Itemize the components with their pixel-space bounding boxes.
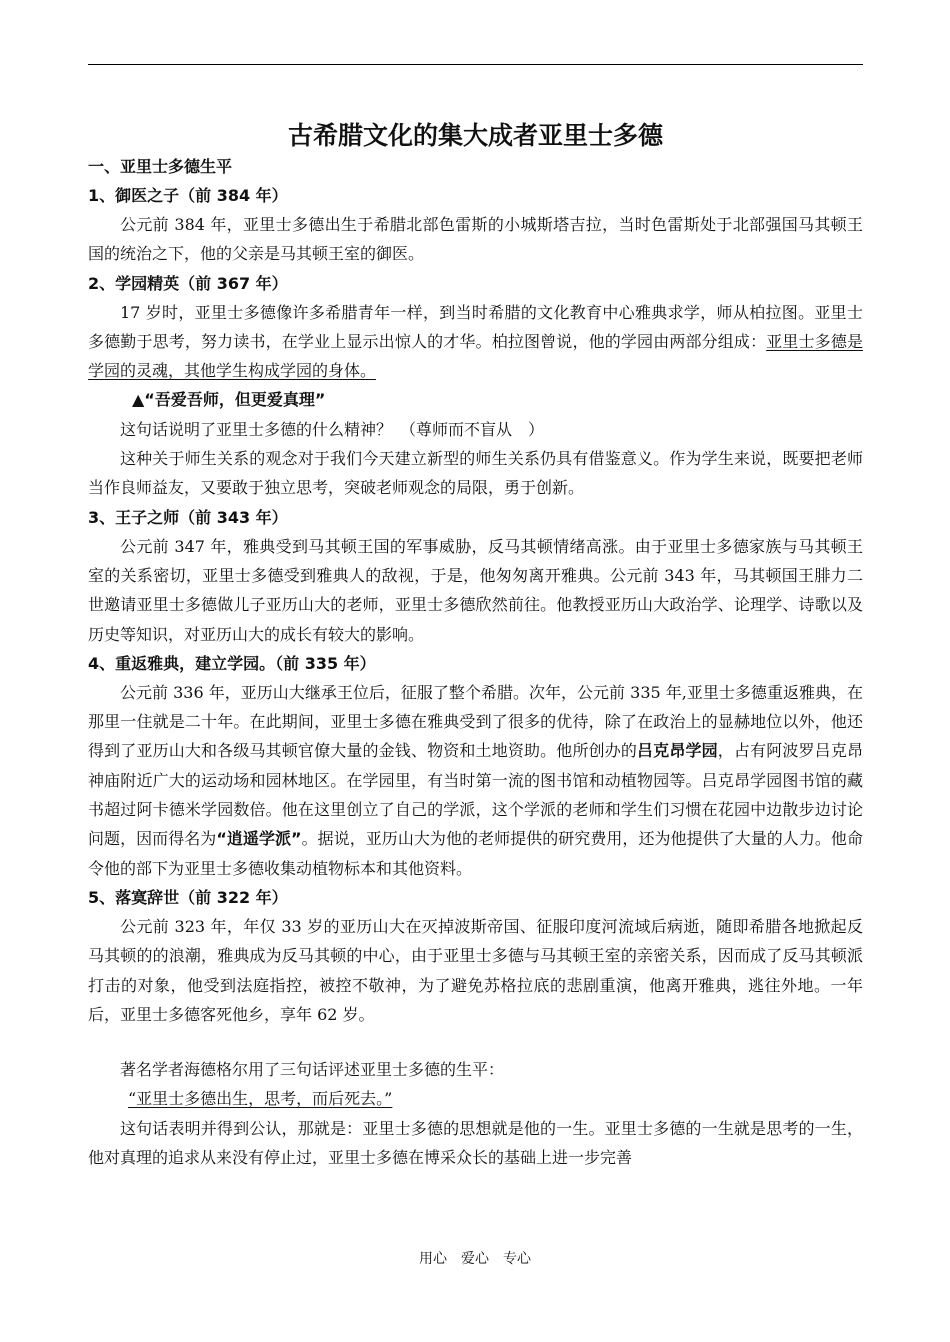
paragraph-2 (88, 298, 863, 386)
question-line: 这句话说明了亚里士多德的什么精神？ （尊师而不盲从 ） (120, 419, 545, 439)
paragraph-2-text: 17 岁时，亚里士多德像许多希腊青年一样，到当时希腊的文化教育中心雅典求学，师从柏拉图。亚里士多德勤于思考，努力读书，在学业上显示出惊人的才华。柏拉图曾说，他的学园由两部分组成： (88, 302, 863, 351)
spacer (88, 1029, 863, 1055)
header-rule (88, 64, 863, 65)
paragraph-3: 这种关于师生关系的观念对于我们今天建立新型的师生关系仍具有借鉴意义。作为学生来说，既要把老师当作良师益友，又要敢于独立思考，突破老师观念的局限，勇于创新。 (88, 449, 863, 498)
paragraph-5-part-a: 公元前 336 年，亚历山大继承王位后，征服了整个希腊。次年，公元前 335 年,亚里士多德重返雅典，在那里一住就是二十年。在此期间，亚里士多德在雅典受到了很多的优待，除了在政治上的显赫地位以外，他还得到了亚历山大和各级马其顿官僚大量的金钱、物资和土地资助。他所创办的 (88, 682, 863, 761)
paragraph-5-part-b: ，占有阿波罗吕克昂神庙附近广大的运动场和园林地区。在学园里，有当时第一流的图书馆和动植物园等。吕克昂学园图书馆的藏书超过阿卡德米学园数倍。他在这里创立了自己的学派，这个学派的老师和学生们习惯在花园中边散步边讨论问题，因而得名为 (88, 741, 863, 849)
paragraph-5-part-c: 。据说，亚历山大为他的老师提供的研究费用，还为他提供了大量的人力。他命令他的部下为亚里士多德收集动植物标本和其他资料。 (88, 829, 863, 878)
subheading-1: 1、御医之子（前 384 年） (88, 186, 288, 205)
plato-quote-underlined: 亚里士多德是学园的灵魂，其他学生构成学园的身体。 (88, 331, 863, 381)
closing-intro: 著名学者海德格尔用了三句话评述亚里士多德的生平： (120, 1060, 505, 1080)
page-footer: 用心 爱心 专心 (419, 1251, 531, 1267)
lyceum-name: 吕克昂学园 (637, 741, 718, 761)
subheading-2: 2、学园精英（前 367 年） (88, 273, 288, 293)
paragraph-4: 公元前 347 年，雅典受到马其顿王国的军事威胁，反马其顿情绪高涨。由于亚里士多德家族与马其顿王室的关系密切，亚里士多德受到雅典人的敌视，于是，他匆匆离开雅典。公元前 343 年，马其顿国王腓力二世邀请亚里士多德做儿子亚历山大的老师，亚里士多德欣然前往。他教授亚历山大政治学、论理学、诗歌以及历史等知识，对亚历山大的成长有较大的影响。 (88, 536, 863, 644)
heidegger-quote: “亚里士多德出生，思考，而后死去。” (128, 1089, 393, 1109)
famous-quote: ▲“吾爱吾师，但更爱真理” (132, 390, 326, 410)
subheading-5: 5、落寞辞世（前 322 年） (88, 887, 288, 907)
subheading-3: 3、王子之师（前 343 年） (88, 507, 288, 527)
section-heading-life: 一、亚里士多德生平 (88, 157, 233, 176)
paragraph-7: 这句话表明并得到公认，那就是：亚里士多德的思想就是他的一生。亚里士多德的一生就是思考的一生，他对真理的追求从来没有停止过，亚里士多德在博采众长的基础上进一步完善 (88, 1118, 863, 1168)
paragraph-1: 公元前 384 年，亚里士多德出生于希腊北部色雷斯的小城斯塔吉拉，当时色雷斯处于北部强国马其顿王国的统治之下，他的父亲是马其顿王室的御医。 (88, 215, 863, 264)
peripatetic-school: “逍遥学派” (216, 829, 302, 849)
document-title: 古希腊文化的集大成者亚里士多德 (287, 121, 663, 150)
subheading-4: 4、重返雅典，建立学园。（前 335 年） (88, 653, 376, 673)
closing-quote-line (88, 1084, 863, 1113)
paragraph-6: 公元前 323 年，年仅 33 岁的亚历山大在灭掉波斯帝国、征服印度河流域后病逝，随即希腊各地掀起反马其顿的的浪潮，雅典成为反马其顿的中心，由于亚里士多德与马其顿王室的亲密关系，因而成了反马其顿派打击的对象，他受到法庭指控，被控不敬神，为了避免苏格拉底的悲剧重演，他离开雅典，逃往外地。一年后，亚里士多德客死他乡，享年 62 岁。 (88, 916, 863, 1024)
document-body (88, 152, 863, 1172)
paragraph-5 (88, 678, 863, 883)
